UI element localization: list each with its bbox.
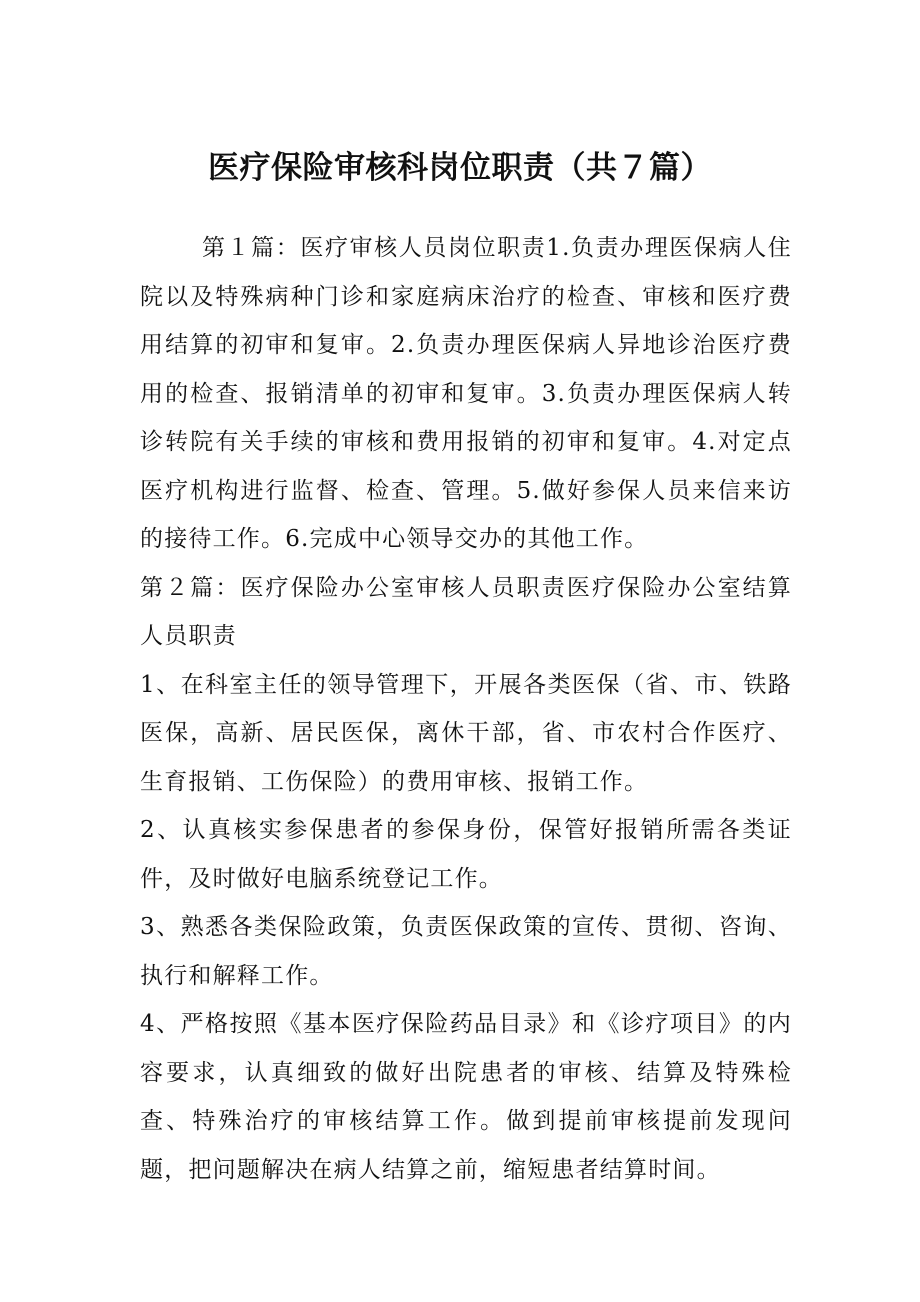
paragraph-item-3: 3、熟悉各类保险政策，负责医保政策的宣传、贯彻、咨询、执行和解释工作。 — [140, 914, 792, 989]
paragraph-article-1: 第１篇：医疗审核人员岗位职责1.负责办理医保病人住院以及特殊病种门诊和家庭病床治疗的检查、审核和医疗费用结算的初审和复审。2.负责办理医保病人异地诊治医疗费用的检查、报销清单的初审和复审。3.负责办理医保病人转诊转院有关手续的审核和费用报销的初审和复审。4.对定点医疗机构进行监督、检查、管理。5.做好参保人员来信来访的接待工作。6.完成中心领导交办的其他工作。 — [140, 235, 792, 552]
paragraph-article-2-heading: 第２篇：医疗保险办公室审核人员职责医疗保险办公室结算人员职责 — [140, 574, 792, 649]
paragraph-item-2: 2、认真核实参保患者的参保身份，保管好报销所需各类证件，及时做好电脑系统登记工作。 — [140, 817, 792, 892]
paragraph-item-1: 1、在科室主任的领导管理下，开展各类医保（省、市、铁路医保，高新、居民医保，离休干部，省、市农村合作医疗、生育报销、工伤保险）的费用审核、报销工作。 — [140, 671, 792, 795]
document-body — [140, 224, 792, 1194]
paragraph-item-4: 4、严格按照《基本医疗保险药品目录》和《诊疗项目》的内容要求，认真细致的做好出院患者的审核、结算及特殊检查、特殊治疗的审核结算工作。做到提前审核提前发现问题，把问题解决在病人结算之前，缩短患者结算时间。 — [140, 1011, 792, 1183]
document-title: 医疗保险审核科岗位职责（共７篇） — [208, 150, 712, 186]
